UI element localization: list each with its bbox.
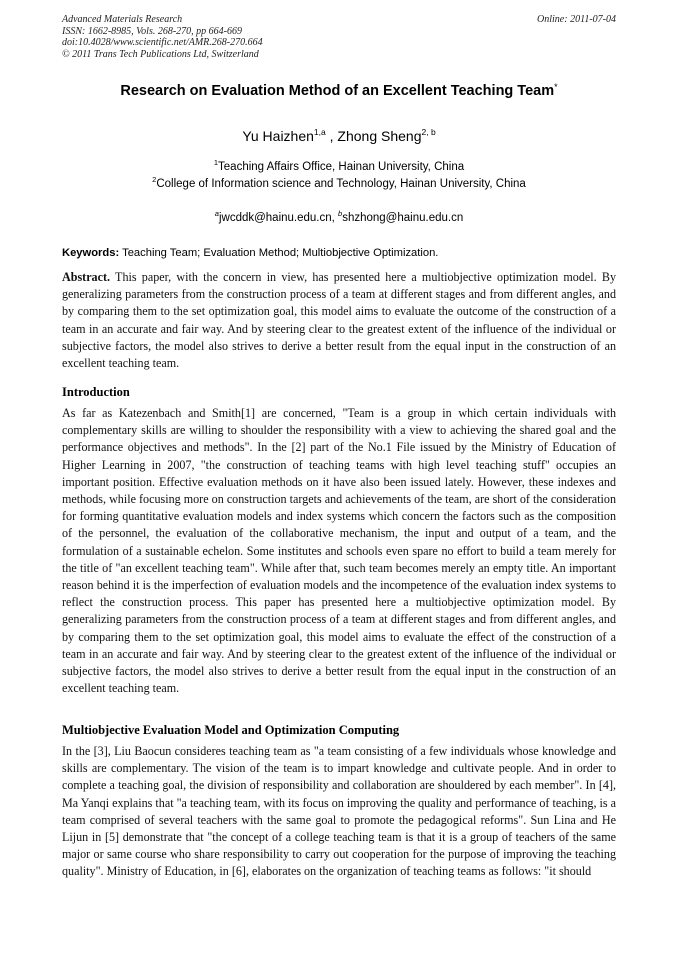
email-1[interactable]: jwcddk@hainu.edu.cn, xyxy=(218,212,339,224)
section-2-heading: Multiobjective Evaluation Model and Optimization Computing xyxy=(62,723,400,737)
author-2-affiliation-mark: 2, b xyxy=(421,127,436,137)
issn-line: ISSN: 1662-8985, Vols. 268-270, pp 664-669 xyxy=(62,25,242,37)
author-1-affiliation-mark: 1,a xyxy=(313,127,326,137)
affiliation-2-text: College of Information science and Technology, Hainan University, China xyxy=(156,178,526,190)
keywords-label: Keywords: xyxy=(62,247,120,259)
affiliation-1-number: 1 xyxy=(213,158,219,167)
introduction-heading: Introduction xyxy=(62,385,130,399)
keywords xyxy=(62,247,622,259)
email-line xyxy=(40,209,638,224)
copyright-line: © 2011 Trans Tech Publications Ltd, Switzerland xyxy=(62,48,259,60)
doi-line: doi:10.4028/www.scientific.net/AMR.268-270.664 xyxy=(62,37,263,48)
introduction-paragraph: As far as Katezenbach and Smith[1] are concerned, "Team is a group in which certain individuals with complementary skills are willing to shoulder the responsibility with a view to achieving the shared goal and the performance objectives and methods". In the [2] part of the No.1 File issued by the Ministry of Education of Higher Learning in 2007, "the construction of teaching teams with high level teaching stuff" occupies an important position. Effective evaluation methods on it have also been issued lately. However, these indexes and methods, while focusing more on construction targets and achievements of the team, are short of the consideration for forming quantitative evaluation models and index systems which concern the factors such as the composition of the personnel, the evaluation of the collaborative mechanism, the input and output of a team, and the formulation of a sustainable echelon. Some institutes and schools even spare no effort to build a team merely for the title of "an excellent teaching team". While after that, such team becomes merely an empty title. An important reason behind it is the imperfection of evaluation models and the incompetence of the evaluation index systems to reflect the construction process. This paper has presented here a multiobjective optimization model. By generalizing parameters from the construction process of a team at different stages and from different angles, and by comparing them to the set optimization goal, this model aims to evaluate the effect of the construction of a team in an accurate and fair way. And by steering clear to the greatest extent of the influence of the individual or subjective factors, the model also strives to derive a better result from the equal input in the construction of an excellent teaching team. xyxy=(62,406,616,696)
abstract-label: Abstract. xyxy=(62,270,111,284)
email-2[interactable]: shzhong@hainu.edu.cn xyxy=(342,212,464,224)
abstract-text: This paper, with the concern in view, has presented here a multiobjective optimization model. By generalizing parameters from the construction process of a team at different stages and from different angles, and by comparing them to the set optimization goal, this model aims to evaluate the outcome of the construction of a team in an accurate and fair way. And by steering clear to the greatest extent of the influence of the individual or subjective factors, the model also strives to derive a better result from the equal input in the construction of an excellent teaching team. xyxy=(62,270,616,371)
affiliation-2-number: 2 xyxy=(152,175,157,184)
author-separator: , xyxy=(325,128,338,144)
section-2-paragraph: In the [3], Liu Baocun consideres teaching team as "a team consisting of a few individuals whose knowledge and skills are complementary. The vision of the team is to impart knowledge and cultivate people. And in order to complete a teaching goal, the division of responsibility and collaboration are shouldered by each member". In [4], Ma Yanqi explains that "a teaching team, with its focus on improving the quality and performance of teaching, is a team comprised of several teachers with the same goal to promote the pedagogical reforms". Sun Lina and He Lijun in [5] demonstrate that "the concept of a college teaching team is that it is a group of teachers of the same major or same course who share responsibility to carry out cooperation for the purpose of improving the teaching quality". Ministry of Education, in [6], elaborates on the organization of teaching teams as follows: "it should xyxy=(62,744,616,879)
keywords-text: Teaching Team; Evaluation Method; Multiobjective Optimization. xyxy=(119,247,439,259)
email-2-mark: b xyxy=(338,209,343,218)
journal-name: Advanced Materials Research xyxy=(62,14,183,25)
affiliation-2 xyxy=(40,175,638,190)
author-line xyxy=(40,127,638,144)
author-2-name: Zhong Sheng xyxy=(337,128,422,144)
email-1-mark: a xyxy=(214,209,219,218)
journal-header xyxy=(62,14,616,60)
author-1-name: Yu Haizhen xyxy=(242,128,314,144)
paper-title xyxy=(40,82,638,99)
affiliation-1-text: Teaching Affairs Office, Hainan University, China xyxy=(218,161,465,173)
affiliation-1 xyxy=(40,158,638,173)
title-footnote-mark: * xyxy=(554,82,558,92)
abstract-paragraph xyxy=(62,269,616,372)
online-date: Online: 2011-07-04 xyxy=(537,14,616,25)
paper-title-text: Research on Evaluation Method of an Excellent Teaching Team xyxy=(120,83,555,99)
